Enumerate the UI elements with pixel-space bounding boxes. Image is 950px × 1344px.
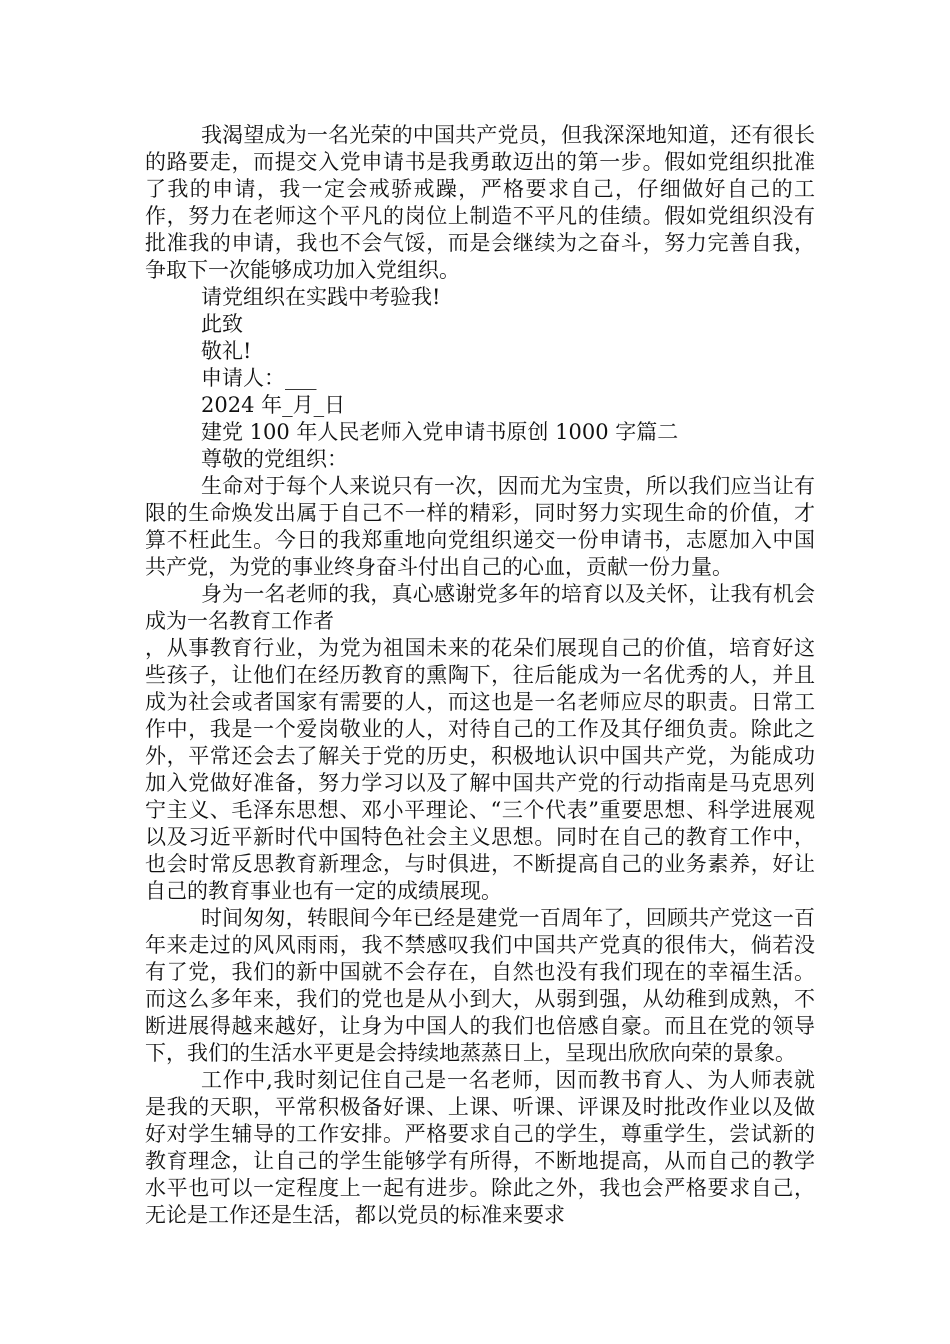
closing-jingli: 敬礼! (201, 339, 252, 363)
date-line: 2024 年_月_日 (201, 393, 346, 417)
paragraph-work: 工作中,我时刻记住自己是一名老师，因而教书育人、为人师表就是我的天职，平常积极备好课、上课、听课、评课及时批改作业以及做好对学生辅导的工作安排。严格要求自己的学生，尊重学生，尝试新的教育理念，让自己的学生能够学有所得，不断地提高，从而自己的教学水平也可以一定程度上一起有进步。除此之外，我也会严格要求自己，无论是工作还是生活，都以党员的标准来要求 (145, 1068, 815, 1227)
salutation: 尊敬的党组织： (201, 447, 348, 471)
section-heading: 建党 100 年人民老师入党申请书原创 1000 字篇二 (201, 420, 679, 444)
paragraph-test-request: 请党组织在实践中考验我! (201, 285, 441, 309)
document-body (145, 122, 815, 1229)
paragraph-centenary: 时间匆匆，转眼间今年已经是建党一百周年了，回顾共产党这一百年来走过的风风雨雨，我不禁感叹我们中国共产党真的很伟大，倘若没有了党，我们的新中国就不会存在，自然也没有我们现在的幸福生活。而这么多年来，我们的党也是从小到大，从弱到强，从幼稚到成熟，不断进展得越来越好，让身为中国人的我们也倍感自豪。而且在党的领导下，我们的生活水平更是会持续地蒸蒸日上，呈现出欣欣向荣的景象。 (145, 906, 815, 1065)
paragraph-teaching-career: ，从事教育行业，为党为祖国未来的花朵们展现自己的价值，培育好这些孩子，让他们在经历教育的熏陶下，往后能成为一名优秀的人，并且成为社会或者国家有需要的人，而这也是一名老师应尽的职责。日常工作中，我是一个爱岗敬业的人，对待自己的工作及其仔细负责。除此之外，平常还会去了解关于党的历史，积极地认识中国共产党，为能成功加入党做好准备，努力学习以及了解中国共产党的行动指南是马克思列宁主义、毛泽东思想、邓小平理论、“三个代表”重要思想、科学进展观以及习近平新时代中国特色社会主义思想。同时在自己的教育工作中，也会时常反思教育新理念，与时俱进，不断提高自己的业务素养，好让自己的教育事业也有一定的成绩展现。 (145, 636, 815, 903)
paragraph-teacher-gratitude: 身为一名老师的我，真心感谢党多年的培育以及关怀，让我有机会成为一名教育工作者 (145, 582, 815, 633)
closing-cizhi: 此致 (201, 312, 243, 336)
paragraph-life-value: 生命对于每个人来说只有一次，因而尤为宝贵，所以我们应当让有限的生命焕发出属于自己不一样的精彩，同时努力实现生命的价值，才算不枉此生。今日的我郑重地向党组织递交一份申请书，志愿加入中国共产党，为党的事业终身奋斗付出自己的心血，贡献一份力量。 (145, 474, 815, 579)
paragraph-commitment: 我渴望成为一名光荣的中国共产党员，但我深深地知道，还有很长的路要走，而提交入党申请书是我勇敢迈出的第一步。假如党组织批准了我的申请，我一定会戒骄戒躁，严格要求自己，仔细做好自己的工作，努力在老师这个平凡的岗位上制造不平凡的佳绩。假如党组织没有批准我的申请，我也不会气馁，而是会继续为之奋斗，努力完善自我，争取下一次能够成功加入党组织。 (145, 123, 815, 282)
applicant-signature-line: 申请人：___ (201, 366, 317, 390)
